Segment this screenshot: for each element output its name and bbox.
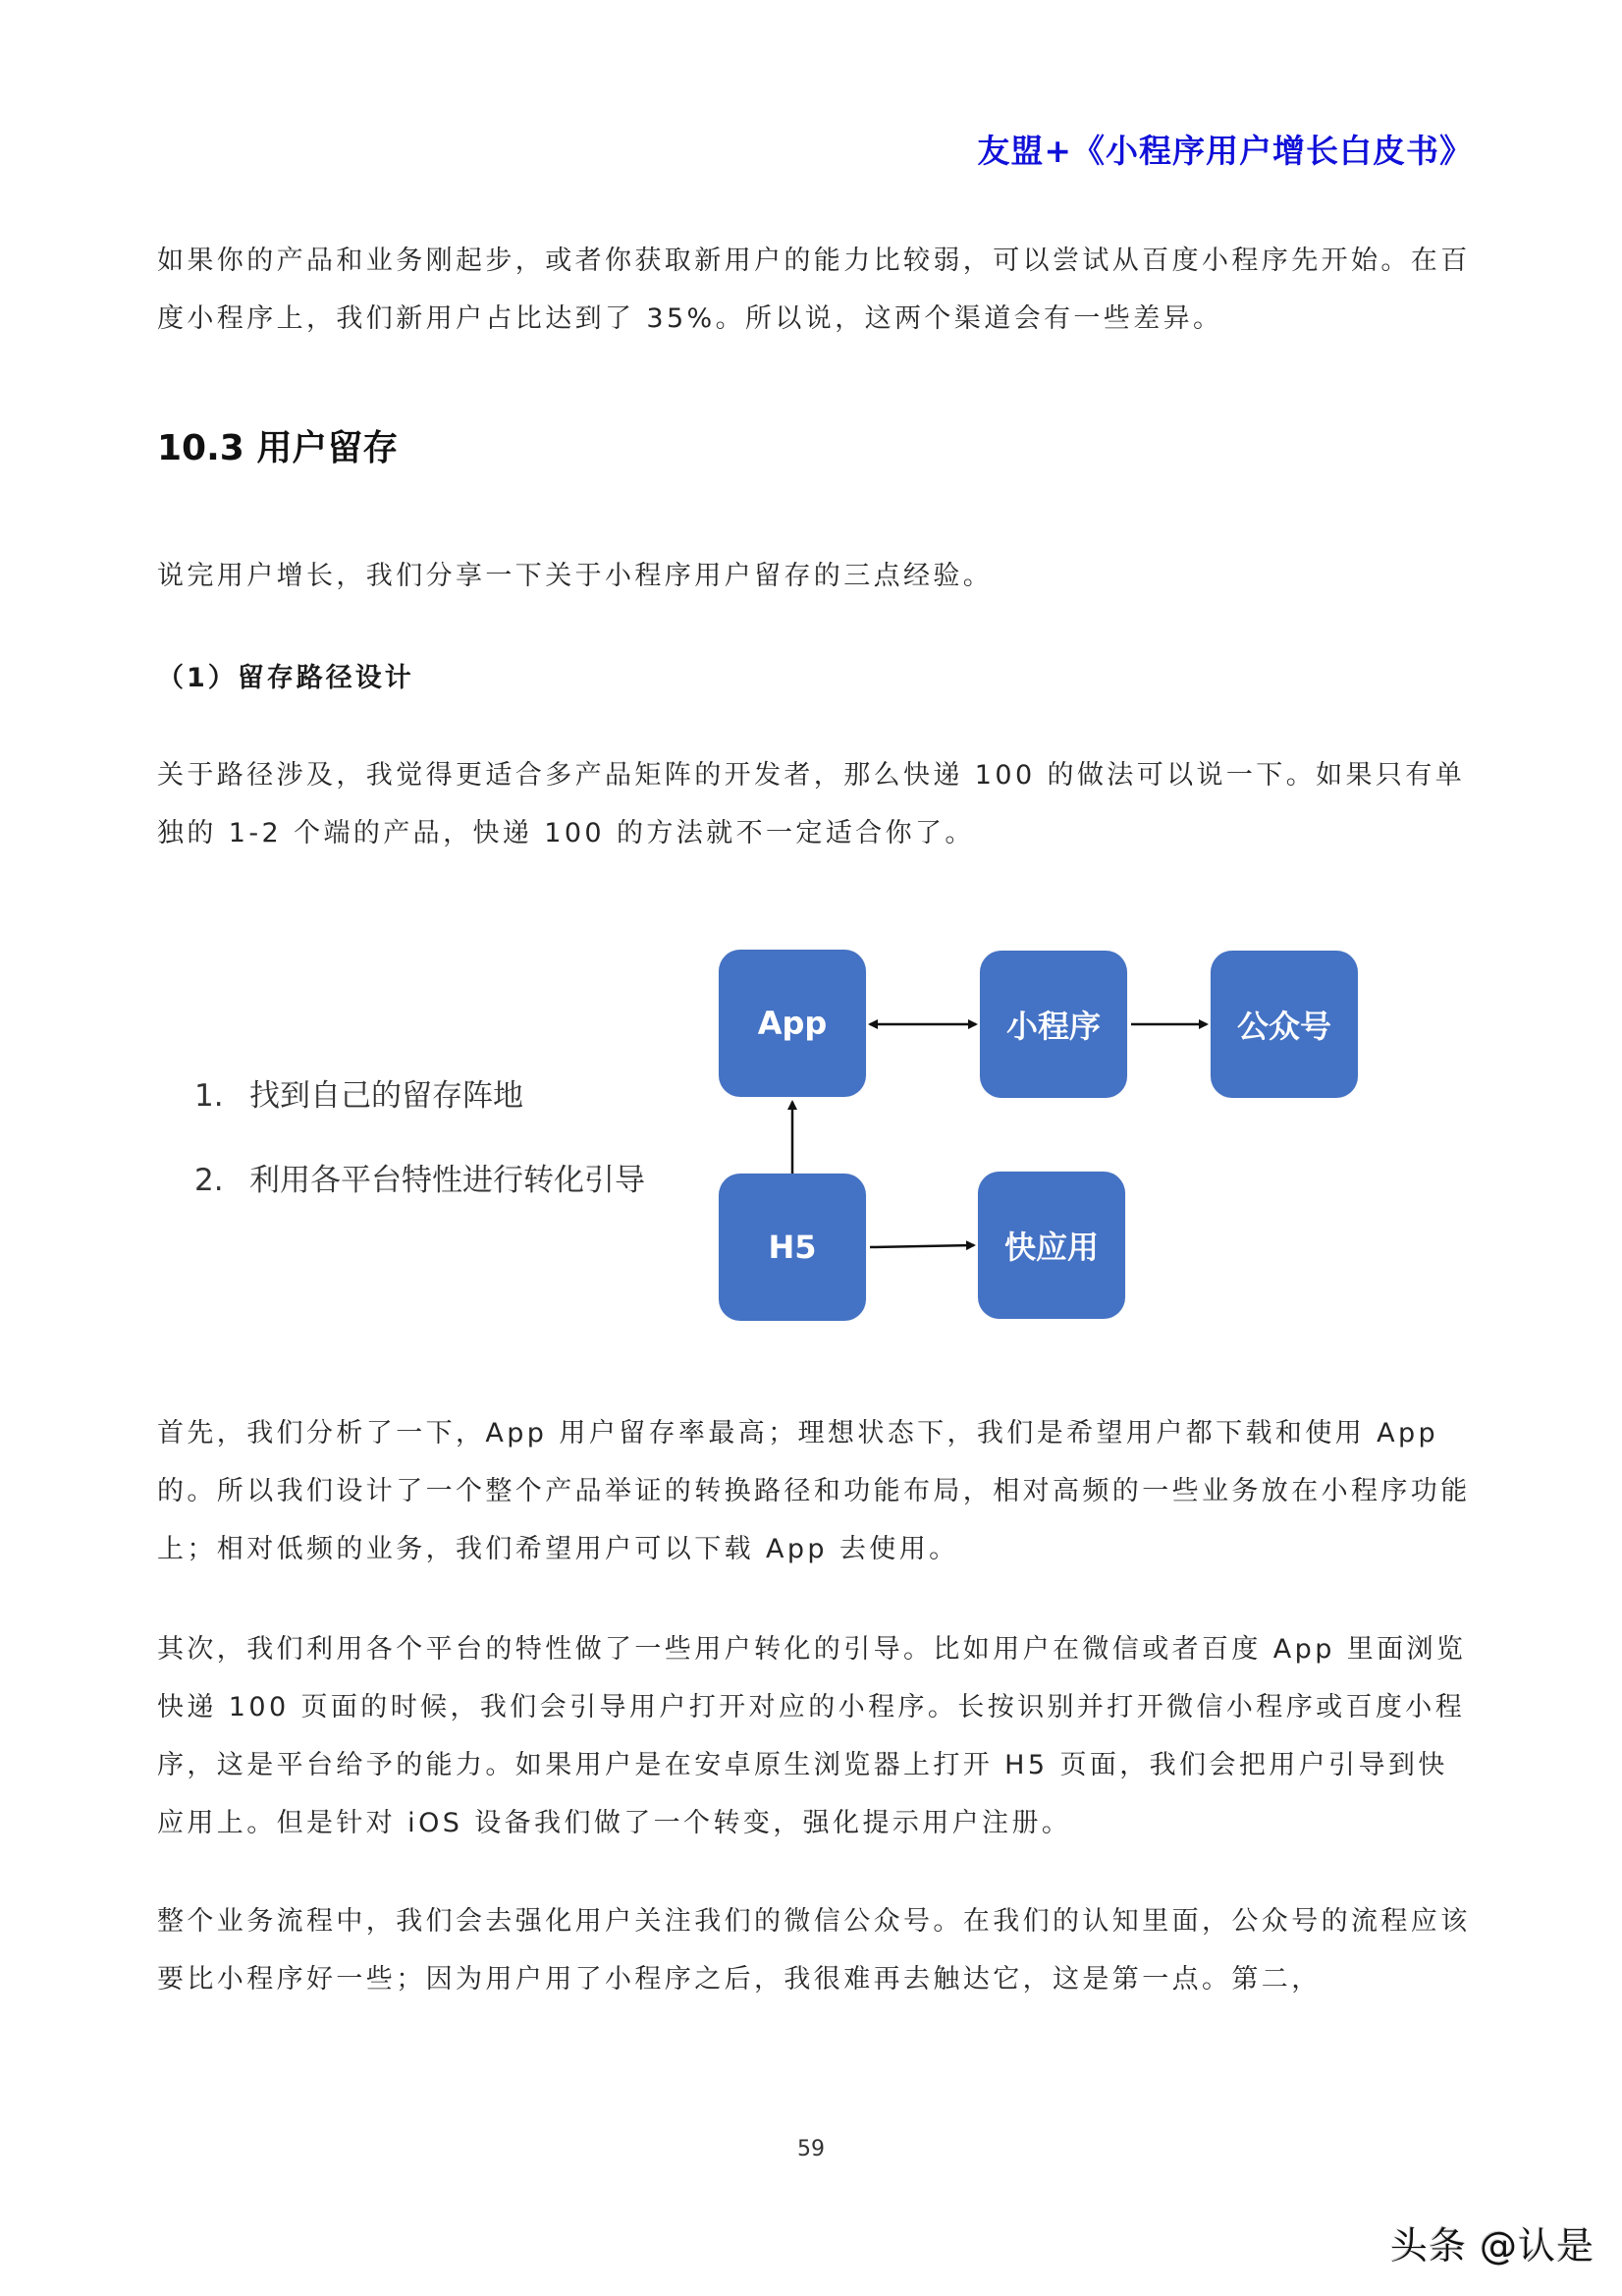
- page-header-title: 友盟+《小程序用户增长白皮书》: [977, 132, 1473, 170]
- path-intro-paragraph: 关于路径涉及，我觉得更适合多产品矩阵的开发者，那么快递 100 的做法可以说一下。如果只有单独的 1-2 个端的产品，快递 100 的方法就不一定适合你了。: [157, 760, 1466, 848]
- source-watermark: 头条 @认是: [1389, 2224, 1595, 2268]
- figure-point-2: 2. 利用各平台特性进行转化引导: [194, 1163, 645, 1198]
- section-title: 10.3 用户留存: [157, 428, 399, 468]
- first-point-paragraph: 首先，我们分析了一下，App 用户留存率最高；理想状态下，我们是希望用户都下载和使用 App 的。所以我们设计了一个整个产品举证的转换路径和功能布局，相对高频的一些业务放在小程序功能上；相对低频的业务，我们希望用户可以下载 App 去使用。: [157, 1418, 1471, 1564]
- intro-paragraph: 如果你的产品和业务刚起步，或者你获取新用户的能力比较弱，可以尝试从百度小程序先开始。在百度小程序上，我们新用户占比达到了 35%。所以说，这两个渠道会有一些差异。: [157, 246, 1471, 334]
- node-miniprogram: 小程序: [980, 951, 1127, 1098]
- page-number: 59: [797, 2137, 825, 2161]
- third-point-paragraph: 整个业务流程中，我们会去强化用户关注我们的微信公众号。在我们的认知里面，公众号的流程应该要比小程序好一些；因为用户用了小程序之后，我很难再去触达它，这是第一点。第二，: [157, 1906, 1471, 1995]
- second-point-paragraph: 其次，我们利用各个平台的特性做了一些用户转化的引导。比如用户在微信或者百度 App 里面浏览快递 100 页面的时候，我们会引导用户打开对应的小程序。长按识别并打开微信小程序或百度小程序，这是平台给予的能力。如果用户是在安卓原生浏览器上打开 H5 页面，我们会把用户引导到快应用上。但是针对 iOS 设备我们做了一个转变，强化提示用户注册。: [157, 1634, 1467, 1838]
- node-quickapp: 快应用: [978, 1172, 1125, 1319]
- node-app: App: [719, 950, 866, 1097]
- node-official-account: 公众号: [1211, 951, 1358, 1098]
- subsection-title: （1）留存路径设计: [157, 663, 414, 693]
- retention-intro-paragraph: 说完用户增长，我们分享一下关于小程序用户留存的三点经验。: [157, 561, 994, 591]
- figure-point-1: 1. 找到自己的留存阵地: [194, 1078, 523, 1114]
- node-h5: H5: [719, 1174, 866, 1321]
- arrow-h5-quickapp: [870, 1245, 974, 1247]
